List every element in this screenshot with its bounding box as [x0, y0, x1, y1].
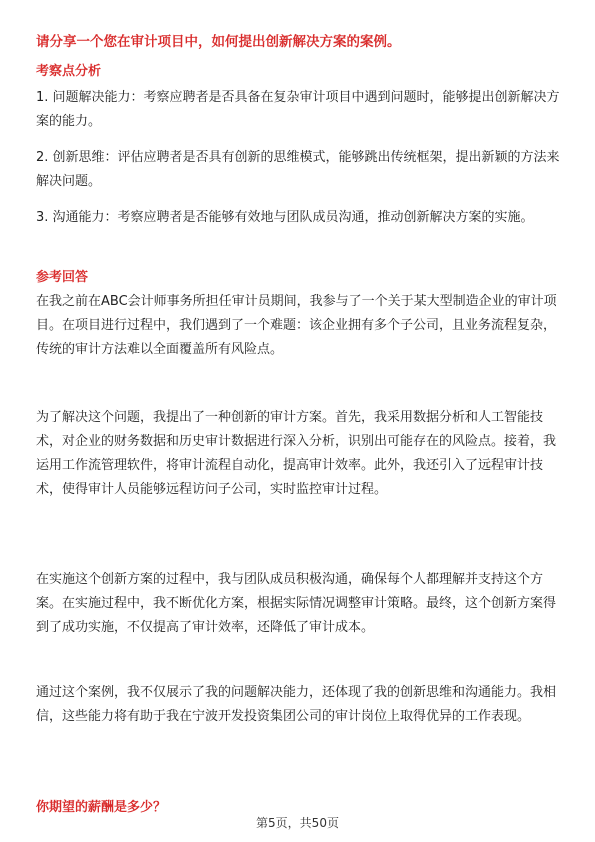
next-question-title: 你期望的薪酬是多少？ [36, 800, 167, 815]
answer-paragraph: 在实施这个创新方案的过程中，我与团队成员积极沟通，确保每个人都理解并支持这个方案。在实施过程中，我不断优化方案，根据实际情况调整审计策略。最终，这个创新方案得到了成功实施，不仅提高了审计效率，还降低了审计成本。 [36, 572, 557, 635]
answer-paragraph: 通过这个案例，我不仅展示了我的问题解决能力，还体现了我的创新思维和沟通能力。我相信，这些能力将有助于我在宁波开发投资集团公司的审计岗位上取得优异的工作表现。 [36, 685, 557, 724]
analysis-point: 2. 创新思维：评估应聘者是否具有创新的思维模式，能够跳出传统框架，提出新颖的方法来解决问题。 [36, 150, 560, 189]
answer-paragraph: 在我之前在ABC会计师事务所担任审计员期间，我参与了一个关于某大型制造企业的审计项目。在项目进行过程中，我们遇到了一个难题：该企业拥有多个子公司，且业务流程复杂，传统的审计方法难以全面覆盖所有风险点。 [36, 294, 557, 357]
answer-paragraph: 为了解决这个问题，我提出了一种创新的审计方案。首先，我采用数据分析和人工智能技术，对企业的财务数据和历史审计数据进行深入分析，识别出可能存在的风险点。接着，我运用工作流管理软件，将审计流程自动化，提高审计效率。此外，我还引入了远程审计技术，使得审计人员能够远程访问子公司，实时监控审计过程。 [36, 410, 557, 497]
analysis-point: 3. 沟通能力：考察应聘者是否能够有效地与团队成员沟通，推动创新解决方案的实施。 [36, 210, 534, 225]
analysis-heading: 考察点分析 [36, 64, 102, 79]
analysis-point: 1. 问题解决能力：考察应聘者是否具备在复杂审计项目中遇到问题时，能够提出创新解决方案的能力。 [36, 90, 560, 129]
answer-heading: 参考回答 [36, 270, 89, 285]
page-number-footer: 第5页，共50页 [256, 816, 339, 830]
question-title: 请分享一个您在审计项目中，如何提出创新解决方案的案例。 [36, 34, 401, 50]
